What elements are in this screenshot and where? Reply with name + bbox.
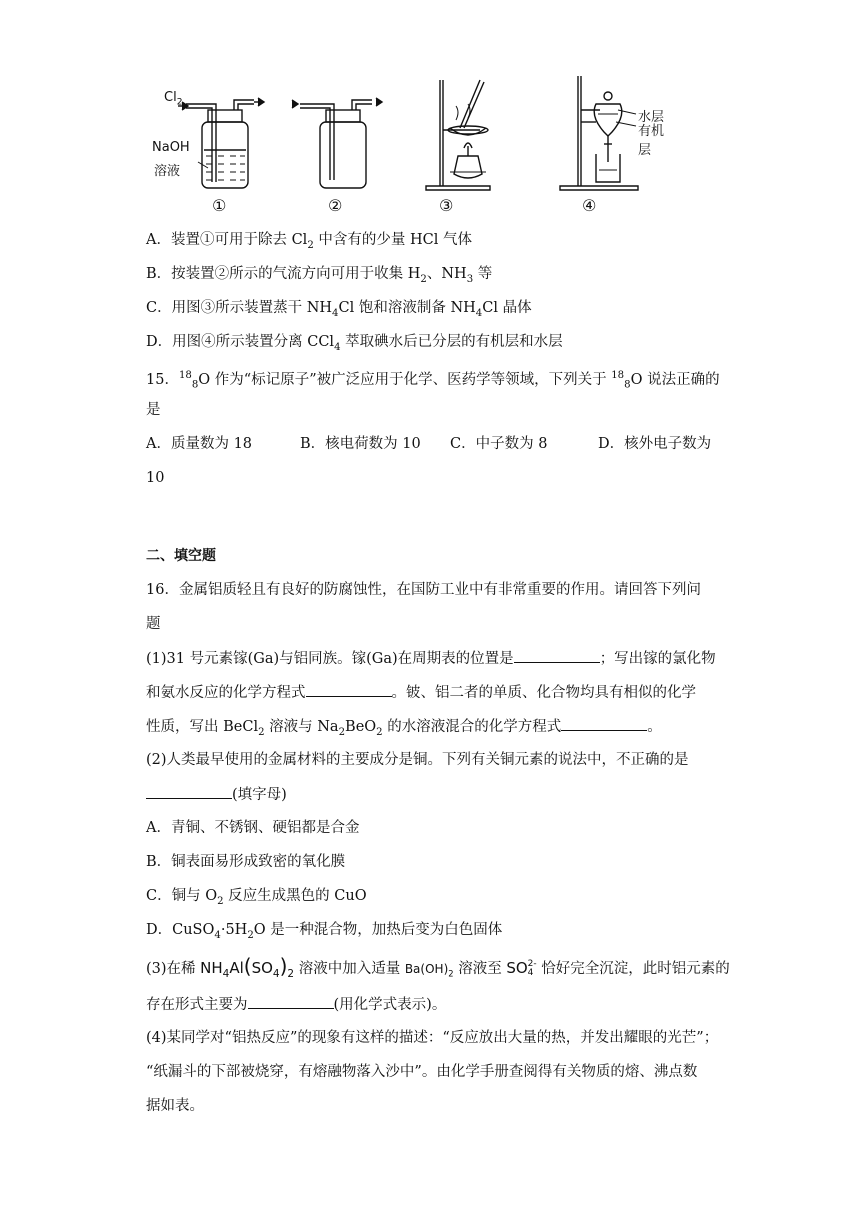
q16-p3-l2-text1: 存在形式主要为: [146, 997, 248, 1013]
q14-b-sub1: 2: [420, 273, 427, 285]
q14-c-sub1: 4: [332, 307, 339, 319]
answer-blank-1[interactable]: [514, 648, 600, 663]
formula-baoh-sub: 2: [448, 968, 454, 979]
label-water-layer: 水层: [638, 110, 665, 125]
q16-p2-d-sub2: 2: [247, 929, 254, 941]
q15-stem-end: O 说法正确的: [630, 371, 720, 388]
q16-part1-line2: [146, 682, 696, 703]
figure-num-2: ②: [328, 196, 343, 215]
formula-nh4-sub: 4: [222, 968, 230, 980]
formula-nh4al-so4-2: $NH_4Al(SO_4)_2$: [200, 954, 295, 980]
q15-option-d-cont: 10: [146, 470, 165, 486]
label-naoh: NaOH: [152, 140, 190, 155]
q16-p1-l1-text1: (1)31 号元素镓(Ga)与铝同族。镓(Ga)在周期表的位置是: [146, 651, 514, 667]
q16-part2-line1: (2)人类最早使用的金属材料的主要成分是铜。下列有关铜元素的说法中，不正确的是: [146, 752, 689, 768]
q16-p1-l3-text2: 溶液与 Na: [264, 719, 339, 735]
formula-al: Al: [229, 959, 244, 977]
q15-option-b: B．核电荷数为 10: [300, 436, 421, 452]
q16-p2-d-text3: O 是一种混合物，加热后变为白色固体: [253, 922, 503, 938]
q16-stem-2: 题: [146, 616, 161, 632]
q16-p1-l2-text1: 和氨水反应的化学方程式: [146, 685, 306, 701]
q16-p2-l2-text: (填字母): [232, 787, 287, 803]
q14-c-text1: C．用图③所示装置蒸干 NH: [146, 300, 333, 316]
apparatus-3-evaporation: [426, 80, 490, 190]
formula-baoh: Ba(OH): [404, 962, 449, 976]
apparatus-4-separatory-funnel: [560, 76, 638, 190]
q14-c-sub2: 4: [475, 307, 483, 319]
formula-so4-charge: 2-: [527, 958, 537, 969]
q14-b-sub2: 3: [466, 273, 474, 285]
q14-option-c: [146, 298, 532, 324]
q15-sup-a: 18: [178, 370, 192, 381]
label-solution: 溶液: [154, 164, 181, 179]
q14-option-b: [146, 264, 492, 290]
label-organic-layer: 有机层: [638, 124, 665, 158]
label-cl2: [164, 90, 183, 108]
q16-part2-option-d: [146, 920, 502, 946]
q14-c-text2: Cl 饱和溶液制备 NH: [338, 300, 476, 316]
figure-num-3: ③: [439, 196, 454, 215]
q16-p1-l3-text4: 的水溶液混合的化学方程式: [382, 719, 562, 735]
q15-stem: [146, 366, 720, 396]
q14-a-sub: 2: [307, 239, 314, 251]
q16-part1-line1: [146, 648, 716, 669]
q16-p1-l1-text2: ；写出镓的氯化物: [599, 651, 716, 667]
formula-nh4: NH: [200, 959, 223, 977]
q14-d-sub: 4: [334, 341, 341, 353]
q16-p2-c-text2: 反应生成黑色的 CuO: [223, 888, 367, 904]
q16-part2-line2: [146, 784, 287, 805]
q16-part4-line1: (4)某同学对“铝热反应”的现象有这样的描述：“反应放出大量的热，并发出耀眼的光芒”；: [146, 1030, 719, 1046]
answer-blank-3[interactable]: [561, 716, 647, 731]
q16-p2-c-text1: C．铜与 O: [146, 888, 218, 904]
q15-sup-b: 18: [611, 370, 625, 381]
q16-part1-line3: [146, 716, 662, 743]
q14-option-d: [146, 332, 563, 358]
q16-p3-l1-text2: 溶液中加入适量: [294, 961, 405, 977]
q15-option-d: D．核外电子数为: [598, 436, 712, 452]
answer-blank-4[interactable]: [146, 784, 232, 799]
q16-p1-l3-sub1: 2: [258, 726, 265, 738]
formula-sulfate-ion: [506, 959, 536, 977]
q16-part2-option-b: B．铜表面易形成致密的氧化膜: [146, 854, 346, 870]
q15-sub-a: 8: [191, 379, 199, 391]
label-cl2-text: Cl: [164, 90, 177, 105]
q14-d-text1: D．用图④所示装置分离 CCl: [146, 334, 335, 350]
q16-p3-l1-text1: (3)在稀: [146, 961, 201, 977]
formula-so4-ion: SO: [506, 959, 528, 977]
apparatus-figure: [150, 70, 670, 220]
q16-part4-line2: “纸漏斗的下部被烧穿，有熔融物落入沙中”。由化学手册查阅得有关物质的熔、沸点数: [146, 1064, 698, 1080]
q14-d-text2: 萃取碘水后已分层的有机层和水层: [340, 334, 563, 350]
q16-p2-d-sub1: 4: [214, 929, 221, 941]
figure-num-1: ①: [212, 196, 227, 215]
q15-stem-cont: 是: [146, 402, 161, 418]
q14-a-text1: A．装置①可用于除去 Cl: [146, 232, 308, 248]
q15-sub-b: 8: [624, 379, 631, 391]
q16-p1-l3-sub3: 2: [376, 726, 383, 738]
q15-option-c: C．中子数为 8: [450, 436, 548, 452]
q16-p2-c-sub: 2: [217, 895, 224, 907]
apparatus-1-wash-bottle: [178, 98, 264, 188]
q16-p3-l1-text4: 恰好完全沉淀，此时铝元素的: [536, 961, 730, 977]
formula-group-sub: 2: [287, 968, 295, 980]
apparatus-2-collect-bottle: [292, 98, 382, 188]
q16-p1-l3-text5: 。: [647, 719, 662, 735]
formula-so4-sub: 4: [272, 968, 280, 980]
q14-c-text3: Cl 晶体: [482, 300, 532, 316]
section-title-fill-in: 二、填空题: [146, 548, 216, 564]
formula-baoh2: [404, 962, 454, 979]
q16-part2-option-c: [146, 886, 367, 912]
q16-part3-line1: [146, 956, 730, 984]
q16-stem-1: 16．金属铝质轻且有良好的防腐蚀性，在国防工业中有非常重要的作用。请回答下列问: [146, 582, 701, 598]
q16-p3-l2-text2: (用化学式表示)。: [333, 997, 447, 1013]
q16-p1-l3-text1: 性质，写出 BeCl: [146, 719, 259, 735]
q15-options: [146, 434, 711, 454]
q15-stem-mid: O 作为“标记原子”被广泛应用于化学、医药学等领域，下列关于: [198, 371, 612, 388]
answer-blank-2[interactable]: [306, 682, 392, 697]
q15-number: 15．: [146, 371, 179, 388]
q16-part2-option-a: A．青铜、不锈钢、硬铝都是合金: [146, 820, 360, 836]
label-cl2-sub: 2: [176, 97, 183, 108]
q14-b-text3: 等: [473, 266, 493, 282]
q14-b-text2: 、NH: [426, 266, 467, 282]
q16-part4-line3: 据如表。: [146, 1098, 204, 1114]
formula-so4-ion-sub: 4: [527, 967, 534, 978]
figure-num-4: ④: [582, 196, 597, 215]
q16-p1-l3-sub2: 2: [338, 726, 346, 738]
q14-b-text1: B．按装置②所示的气流方向可用于收集 H: [146, 266, 421, 282]
q16-part3-line2: [146, 994, 446, 1015]
q14-a-text2: 中含有的少量 HCl 气体: [313, 232, 472, 248]
formula-so4: SO: [251, 959, 273, 977]
q14-option-a: [146, 230, 472, 256]
q16-p2-d-text2: ·5H: [220, 922, 248, 938]
q16-p1-l2-text2: 。铍、铝二者的单质、化合物均具有相似的化学: [391, 685, 696, 701]
answer-blank-5[interactable]: [248, 994, 334, 1009]
q16-p3-l1-text3: 溶液至: [453, 961, 507, 977]
q16-p1-l3-text3: BeO: [345, 719, 377, 735]
q16-p2-d-text1: D．CuSO: [146, 922, 215, 938]
q15-option-a: A．质量数为 18: [146, 436, 253, 452]
